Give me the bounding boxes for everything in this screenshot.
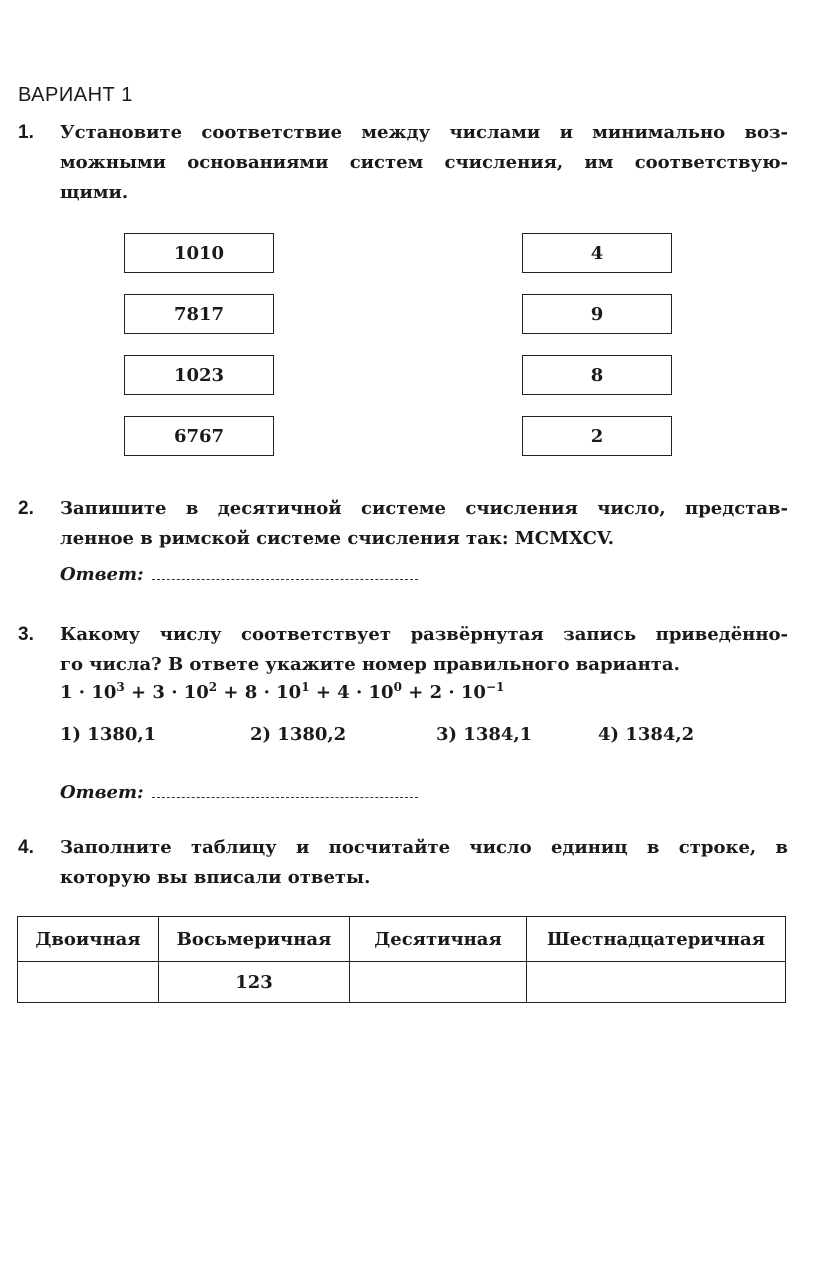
header-binary: Двоичная	[18, 917, 159, 962]
header-octal: Восьмеричная	[159, 917, 350, 962]
formula-base: 10	[460, 682, 486, 703]
formula-term	[60, 682, 125, 703]
formula-coefficient: 2	[429, 682, 443, 703]
formula-term	[430, 682, 505, 703]
task-2-line-1: 2. Запишите в десятичной системе счисления число, представ-	[18, 494, 788, 524]
formula-coefficient: 3	[152, 682, 165, 703]
formula-dot: ·	[257, 682, 277, 703]
task-1-line-2: можными основаниями систем счисления, им соответствую-	[60, 152, 788, 173]
task-1-line-1: 1. Установите соответствие между числами и минимально воз-	[18, 118, 788, 148]
cell-hex[interactable]	[527, 962, 786, 1003]
task-4-line-2: которую вы вписали ответы.	[60, 867, 371, 888]
task-4-number: 4.	[18, 837, 34, 858]
variant-title: ВАРИАНТ 1	[18, 84, 133, 106]
formula-term	[245, 682, 310, 703]
formula-sign: +	[401, 682, 430, 703]
conversion-table	[17, 916, 786, 1003]
formula-dot: ·	[164, 682, 184, 703]
formula-base: 10	[91, 682, 117, 703]
task-1-line-3: щими.	[60, 182, 129, 203]
formula-exponent: −1	[485, 680, 505, 694]
formula-dot: ·	[72, 682, 92, 703]
left-value-box: 7817	[124, 294, 274, 334]
cell-decimal[interactable]	[350, 962, 527, 1003]
left-value-box: 6767	[124, 416, 274, 456]
formula-base: 10	[276, 682, 302, 703]
formula-term	[337, 682, 402, 703]
option-4[interactable]: 4) 1384,2	[598, 724, 695, 745]
formula-dot: ·	[349, 682, 369, 703]
task-1	[18, 118, 788, 208]
formula-sign: +	[217, 682, 245, 703]
task-2-number: 2.	[18, 498, 34, 519]
formula-exponent: 0	[393, 680, 402, 694]
right-base-box: 8	[522, 355, 672, 395]
formula-exponent: 2	[208, 680, 218, 694]
formula-sign: +	[309, 682, 338, 703]
emphasis-word: единиц	[550, 837, 628, 858]
option-2[interactable]: 2) 1380,2	[250, 724, 347, 745]
task-4	[18, 833, 788, 893]
answer-label: Ответ:	[60, 564, 144, 585]
header-hex: Шестнадцатеричная	[527, 917, 786, 962]
task-3-line-2: го числа? В ответе укажите номер правильного варианта.	[60, 654, 680, 675]
formula-base: 10	[368, 682, 394, 703]
formula-coefficient: 1	[60, 682, 73, 703]
formula-dot: ·	[442, 682, 461, 703]
answer-label: Ответ:	[60, 782, 144, 803]
formula-exponent: 3	[116, 680, 125, 694]
left-value-box: 1010	[124, 233, 274, 273]
task-2-answer	[60, 564, 418, 585]
formula-base: 10	[183, 682, 209, 703]
task-3-line-1: 3. Какому числу соответствует развёрнутая запись приведённо-	[18, 620, 788, 650]
table-header-row	[18, 917, 786, 962]
formula-coefficient: 8	[244, 682, 258, 703]
task-2	[18, 494, 788, 554]
header-decimal: Десятичная	[350, 917, 527, 962]
task-3-number: 3.	[18, 624, 34, 645]
right-base-box: 2	[522, 416, 672, 456]
right-base-box: 4	[522, 233, 672, 273]
right-base-box: 9	[522, 294, 672, 334]
formula-term	[152, 682, 217, 703]
cell-binary[interactable]	[18, 962, 159, 1003]
expanded-formula	[60, 680, 504, 703]
option-1[interactable]: 1) 1380,1	[60, 724, 157, 745]
table-row	[18, 962, 786, 1003]
task-1-number: 1.	[18, 122, 34, 143]
answer-line[interactable]	[152, 783, 418, 798]
formula-coefficient: 4	[337, 682, 350, 703]
answer-line[interactable]	[152, 565, 418, 580]
task-2-line-2: ленное в римской системе счисления так: MCMXCV.	[60, 528, 615, 549]
option-3[interactable]: 3) 1384,1	[436, 724, 533, 745]
left-value-box: 1023	[124, 355, 274, 395]
formula-exponent: 1	[301, 680, 310, 694]
task-3-answer	[60, 782, 418, 803]
task-3	[18, 620, 788, 680]
cell-octal: 123	[159, 962, 350, 1003]
task-4-line-1: 4. Заполните таблицу и посчитайте число единиц в строке, в	[18, 833, 788, 863]
formula-sign: +	[124, 682, 153, 703]
